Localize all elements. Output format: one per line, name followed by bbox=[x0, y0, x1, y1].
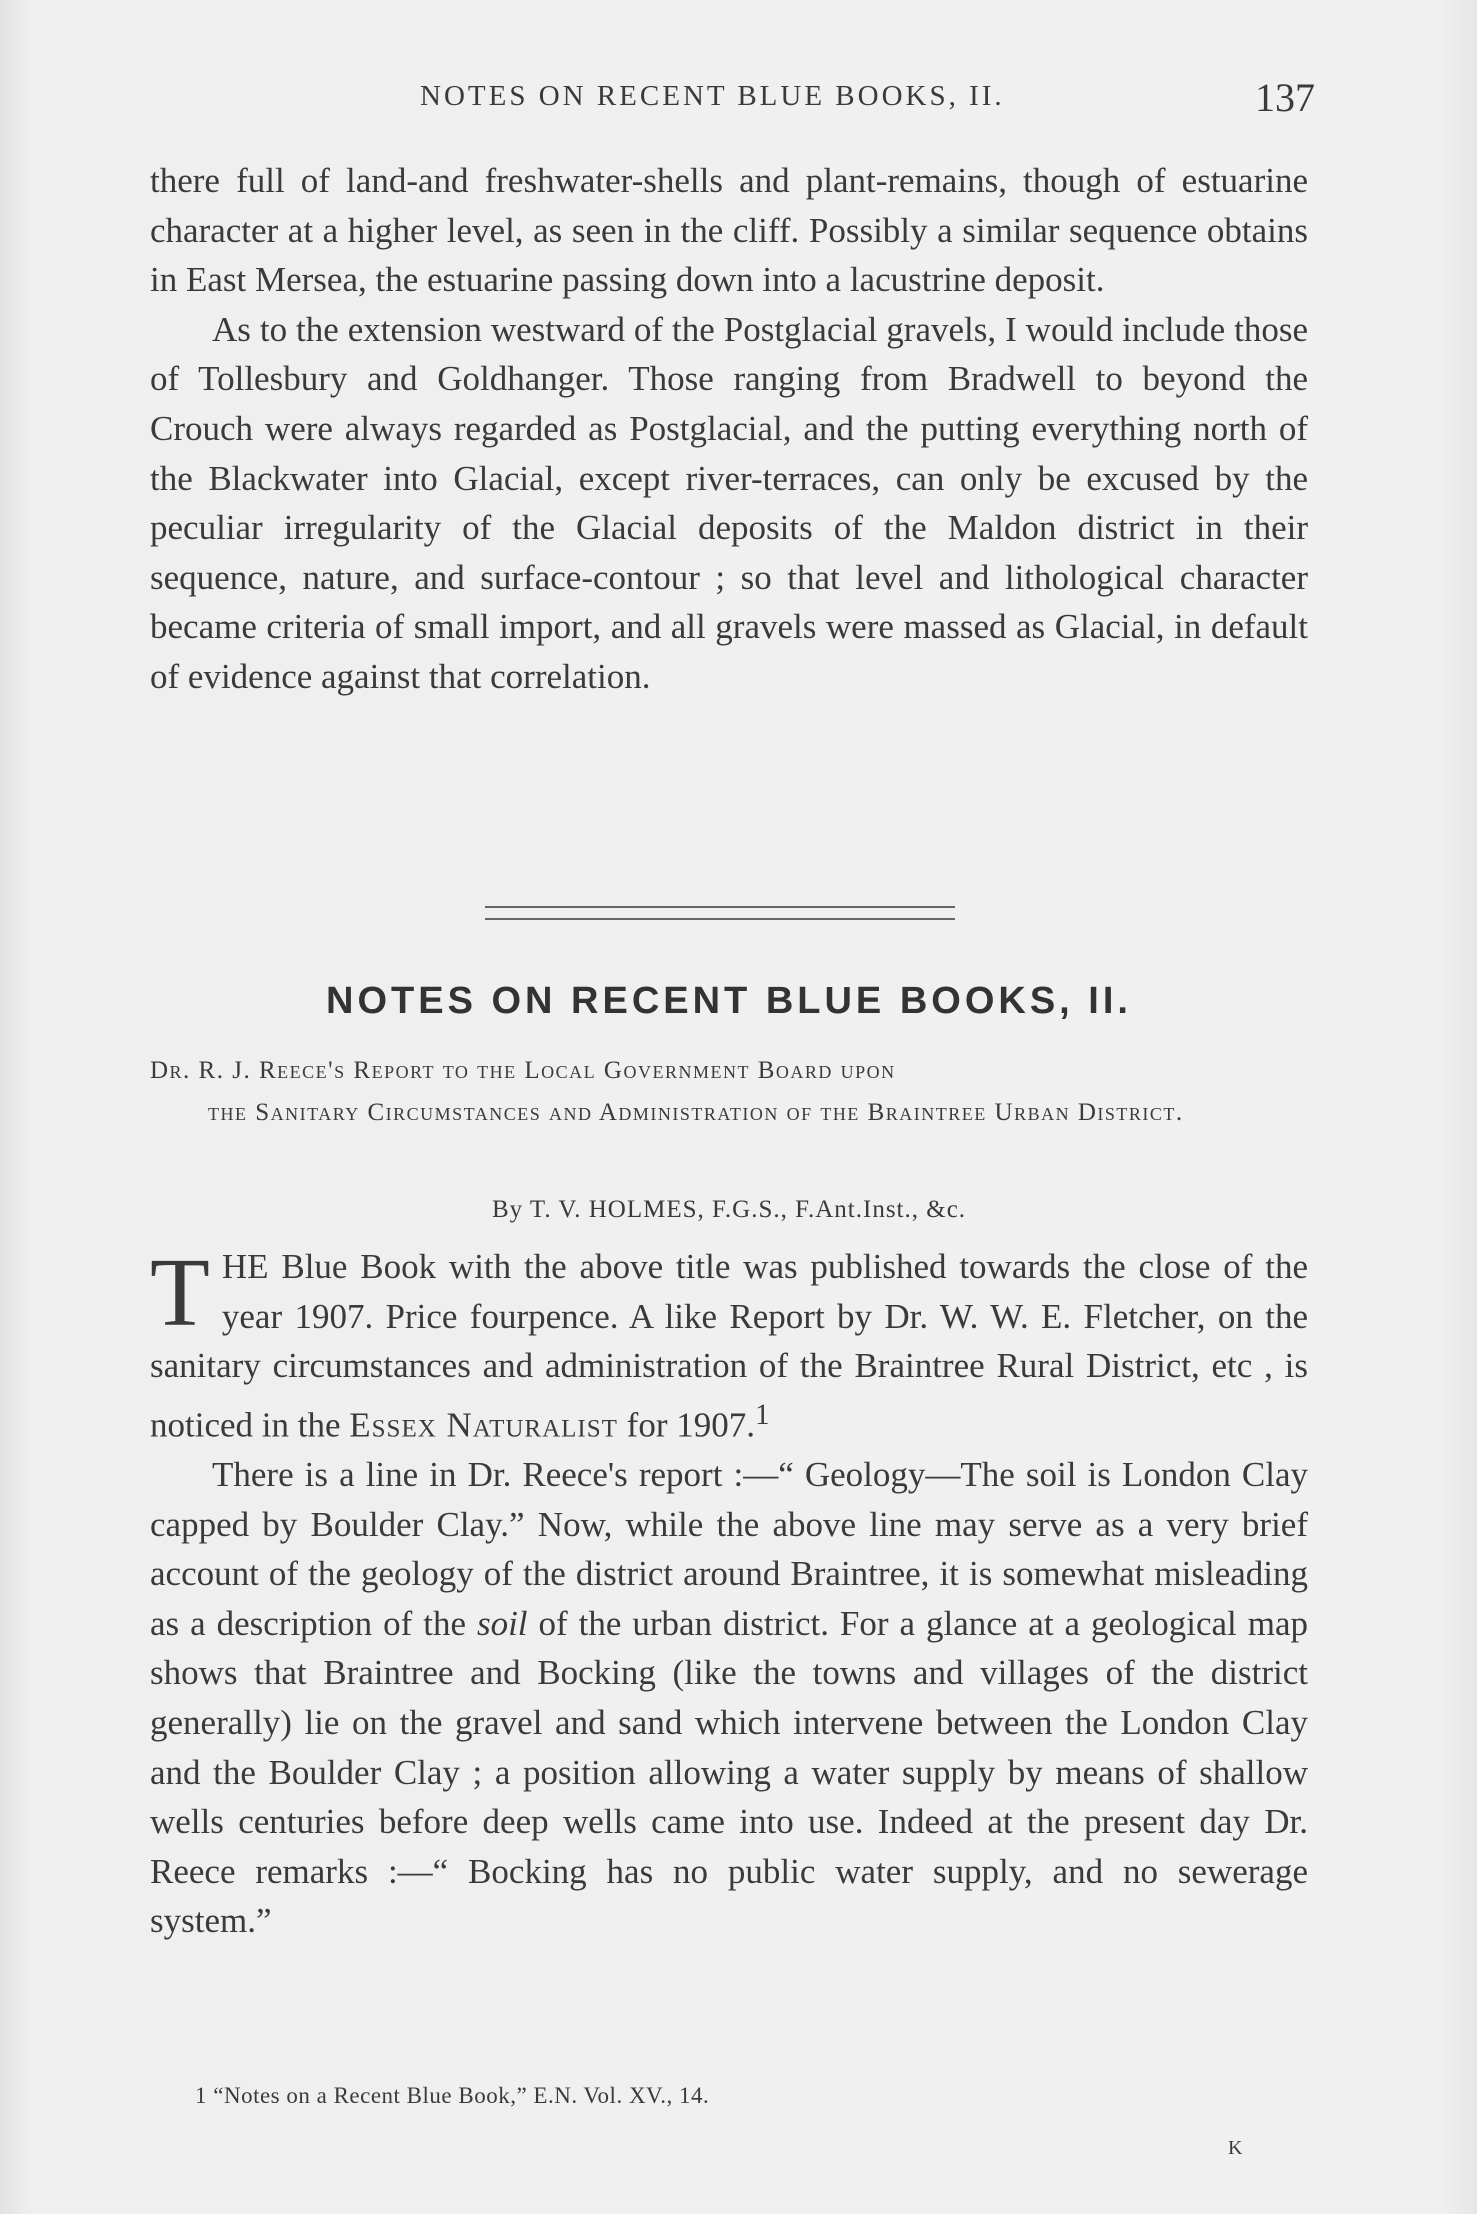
paragraph bbox=[150, 1239, 1308, 1450]
drop-cap: T bbox=[150, 1239, 210, 1347]
article-title: NOTES ON RECENT BLUE BOOKS, II. bbox=[326, 980, 1132, 1022]
paragraph-text: of the urban district. For a glance at a geological map shows that Braintree and Bocking (like the towns and villages of the district generally) lie on the gravel and sand which intervene between the London Clay and the Boulder Clay ; a position allowing a water supply by means of shallow wells centuries before deep wells came into use. Indeed at the present day Dr. Reece remarks :—“ Bocking has no public water supply, and no sewerage system.” bbox=[150, 1603, 1309, 1941]
paragraph bbox=[150, 1450, 1308, 1946]
paragraph-text: There is a line in Dr. Reece's report :—“ Geology—The soil is London Clay capped by Boulder Clay.” Now, while the above line may serve as a very brief account of the geology of the district around Braintree, it is somewhat misleading as a description of the bbox=[150, 1455, 1308, 1643]
article-body bbox=[150, 1239, 1309, 1946]
article-subtitle bbox=[150, 1050, 1308, 1134]
subtitle-continuation: the Sanitary Circumstances and Administration of the Braintree Urban District. bbox=[208, 1099, 1184, 1126]
footnote: 1 “Notes on a Recent Blue Book,” E.N. Vol. XV., 14. bbox=[195, 2083, 710, 2108]
continued-text bbox=[150, 156, 1308, 702]
italic-word: soil bbox=[476, 1603, 528, 1643]
paragraph: As to the extension westward of the Postglacial gravels, I would include those of Tollesbury and Goldhanger. Those ranging from Bradwell to beyond the Crouch were always regarded as Postglacial, and the putting everything north of the Blackwater into Glacial, except river-terraces, can only be excused by the peculiar irregularity of the Glacial deposits of the Maldon district in their sequence, nature, and surface-contour ; so that level and lithological character became criteria of small import, and all gravels were massed as Glacial, in default of evidence against that correlation. bbox=[150, 309, 1308, 696]
paragraph-text: for 1907. bbox=[617, 1405, 755, 1445]
paragraph: there full of land-and freshwater-shells and plant-remains, though of estuarine character at a higher level, as seen in the cliff. Possibly a similar sequence obtains in East Mersea, the estuarine passing down into a lacustrine deposit. bbox=[150, 161, 1308, 300]
byline: By T. V. HOLMES, F.G.S., F.Ant.Inst., &c. bbox=[491, 1196, 967, 1223]
running-title: NOTES ON RECENT BLUE BOOKS, II. bbox=[420, 80, 1005, 112]
footnote-mark: 1 bbox=[754, 1398, 770, 1431]
page-number: 137 bbox=[1255, 75, 1315, 120]
signature-mark: K bbox=[1228, 2137, 1243, 2159]
journal-name: Essex Naturalist bbox=[349, 1405, 618, 1445]
paragraph-text: HE Blue Book with the above title was published towards the close of the year 1907. Price fourpence. A like Report by Dr. W. W. E. Fletcher, on the sanitary circumstances and administration of the Braintree Rural District, etc , is noticed in the bbox=[150, 1247, 1308, 1445]
section-divider bbox=[485, 906, 955, 920]
running-head bbox=[150, 74, 1315, 124]
subtitle-line: Dr. R. J. Reece's Report to the Local Government Board upon bbox=[150, 1057, 896, 1084]
